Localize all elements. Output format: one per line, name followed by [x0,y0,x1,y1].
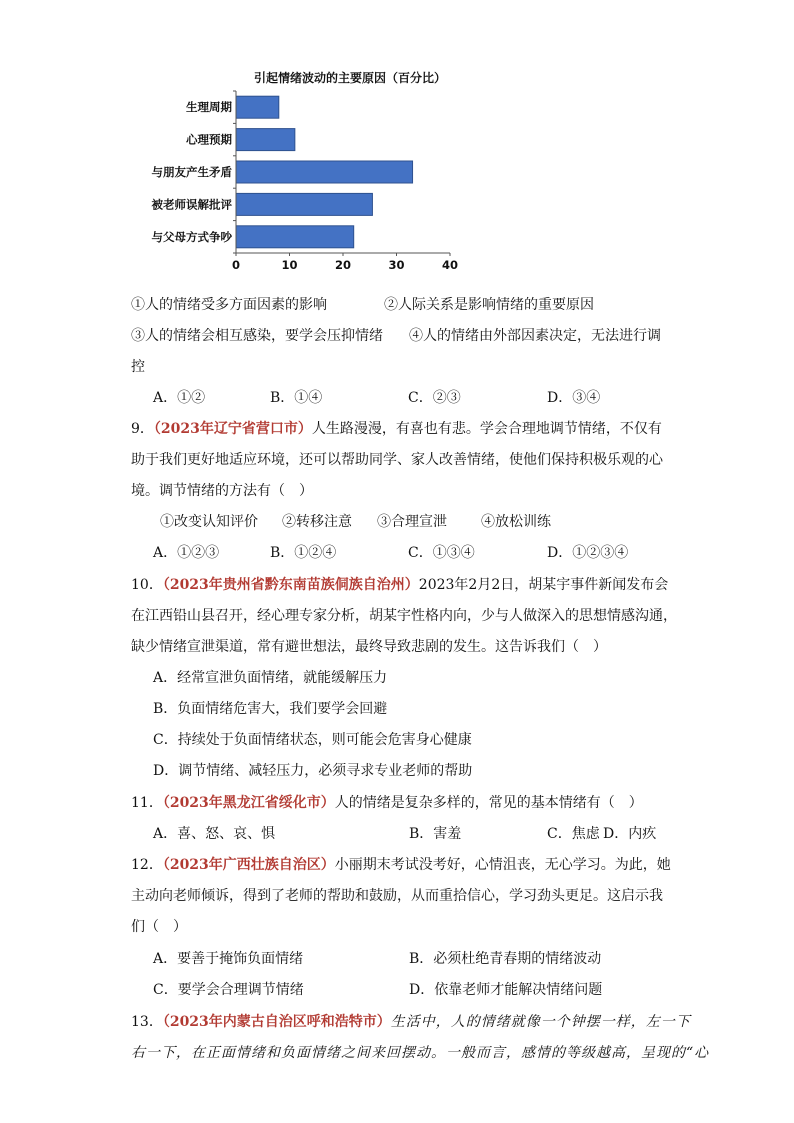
x-tick-label-30: 30 [388,258,405,272]
bar-1 [236,96,279,118]
q12-option-c[interactable]: C．要学会合理调节情绪 [153,982,304,998]
q8-statement-3: ③人的情绪会相互感染，要学会压抑情绪 [131,328,383,344]
q8-options [0,388,794,408]
q13-number: 13． [131,1014,163,1030]
category-label-3: 与朋友产生矛盾 [151,165,232,179]
chart-title: 引起情绪波动的主要原因（百分比） [253,71,447,85]
q11-stem-1: 人的情绪是复杂多样的，常见的基本情绪有（ ） [334,795,643,811]
q11-options [0,824,794,844]
q12-option-d[interactable]: D．依靠老师才能解决情绪问题 [409,982,603,998]
q10-line-1 [131,575,668,595]
q9-option-a[interactable]: A．①②③ [153,545,220,561]
q10-option-b[interactable]: B．负面情绪危害大，我们要学会回避 [153,701,388,717]
q9-number: 9． [131,421,154,437]
q8-option-c[interactable]: C．②③ [408,390,461,406]
q8-option-a[interactable]: A．①② [153,390,206,406]
q10-number: 10． [131,577,163,593]
q8-statement-1: ①人的情绪受多方面因素的影响 [131,297,327,313]
q8-statement-2: ②人际关系是影响情绪的重要原因 [384,297,594,313]
cause-bar-chart [130,68,470,278]
q9-items [0,512,794,532]
q9-stem-1: 人生路漫漫，有喜也有悲。学会合理地调节情绪，不仅有 [311,421,662,437]
x-tick-label-0: 0 [231,258,241,272]
q12-option-a[interactable]: A．要善于掩饰负面情绪 [153,951,304,967]
q12-line-1 [131,855,671,875]
q8-option-d[interactable]: D．③④ [547,390,601,406]
q13-line-2: 右一下，在正面情绪和负面情绪之间来回摆动。一般而言，感情的等级越高，呈现的“心 [131,1045,710,1061]
q12-stem-1: 小丽期末考试没考好，心情沮丧，无心学习。为此，她 [334,857,671,873]
x-tick-label-10: 10 [281,258,298,272]
q9-source: （2023年辽宁省营口市） [153,421,312,437]
q11-option-b[interactable]: B．害羞 [409,826,462,842]
x-tick-label-20: 20 [334,258,352,272]
x-tick-label-40: 40 [441,258,459,272]
q9-item-1: ①改变认知评价 [160,514,258,530]
q9-options [0,543,794,563]
q11-option-a[interactable]: A．喜、怒、哀、惧 [153,826,276,842]
q9-item-2: ②转移注意 [282,514,352,530]
category-label-1: 生理周期 [186,100,232,115]
q9-item-3: ③合理宣泄 [377,514,447,530]
q13-line-1 [131,1012,691,1032]
q9-item-4: ④放松训练 [481,514,551,530]
q10-option-a[interactable]: A．经常宣泄负面情绪，就能缓解压力 [153,670,388,686]
q9-option-b[interactable]: B．①②④ [270,545,337,561]
q11-number: 11． [131,795,163,811]
q10-line-2: 在江西铅山县召开，经心理专家分析，胡某宇性格内向，少与人做深入的思想情感沟通， [131,608,677,624]
q9-line-1 [131,419,662,439]
category-label-2: 心理预期 [186,132,232,147]
q9-option-d[interactable]: D．①②③④ [547,545,629,561]
q11-source: （2023年黑龙江省绥化市） [162,795,335,811]
q12-number: 12． [131,857,163,873]
category-label-4: 被老师误解批评 [151,197,232,212]
q12-source: （2023年广西壮族自治区） [162,857,335,873]
q12-line-3: 们（ ） [131,919,187,935]
q11-line-1 [131,793,643,813]
q8-statement-4-cont: 控 [131,359,145,375]
q8-statement-4: ④人的情绪由外部因素决定，无法进行调 [409,328,661,344]
q10-option-c[interactable]: C．持续处于负面情绪状态，则可能会危害身心健康 [153,732,472,748]
bar-4 [236,193,372,215]
bar-2 [236,129,295,151]
q12-option-b[interactable]: B．必须杜绝青春期的情绪波动 [409,951,602,967]
q12-options-row-1 [0,949,794,969]
q13-stem-1: 生活中，人的情绪就像一个钟摆一样，左一下 [390,1014,691,1030]
q10-source: （2023年贵州省黔东南苗族侗族自治州） [162,577,419,593]
q9-line-3: 境。调节情绪的方法有（ ） [131,483,313,499]
q11-option-c[interactable]: C．焦虑 [547,826,600,842]
q11-option-d[interactable]: D．内疚 [603,826,657,842]
bar-3 [236,161,413,183]
chart-svg [130,68,470,278]
q8-option-b[interactable]: B．①④ [270,390,323,406]
q12-line-2: 主动向老师倾诉，得到了老师的帮助和鼓励，从而重拾信心，学习劲头更足。这启示我 [131,888,663,904]
q9-option-c[interactable]: C．①③④ [408,545,475,561]
q10-line-3: 缺少情绪宣泄渠道，常有避世想法，最终导致悲剧的发生。这告诉我们（ ） [131,639,607,655]
q13-source: （2023年内蒙古自治区呼和浩特市） [162,1014,391,1030]
q12-options-row-2 [0,980,794,1000]
q9-line-2: 助于我们更好地适应环境，还可以帮助同学、家人改善情绪，使他们保持积极乐观的心 [131,452,663,468]
bar-5 [236,226,354,248]
q10-stem-1: 2023年2月2日，胡某宇事件新闻发布会 [418,577,669,593]
q10-option-d[interactable]: D．调节情绪、减轻压力，必须寻求专业老师的帮助 [153,763,473,779]
category-label-5: 与父母方式争吵 [151,229,232,244]
